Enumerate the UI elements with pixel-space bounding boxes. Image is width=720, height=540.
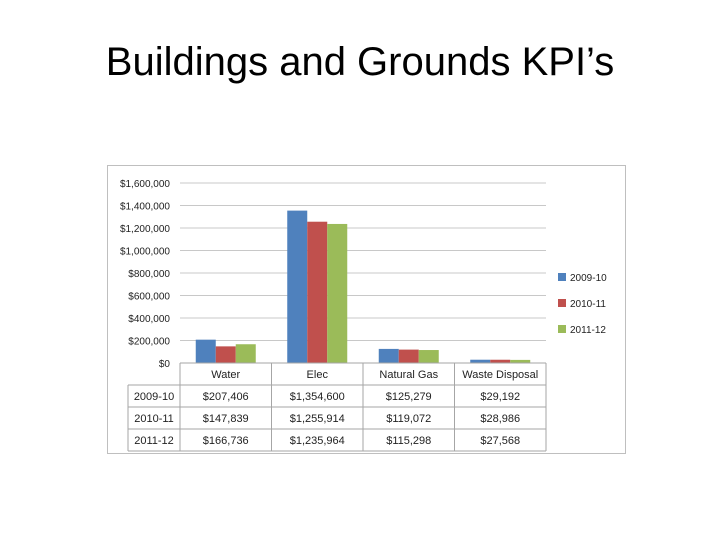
- y-tick-label: $200,000: [128, 336, 170, 348]
- table-value: $115,298: [386, 435, 432, 447]
- y-tick-label: $1,000,000: [119, 246, 170, 258]
- legend-label: 2010-11: [570, 299, 606, 310]
- bar-2009-10-2: [379, 349, 399, 363]
- chart-frame: [107, 165, 626, 454]
- x-category-label: Elec: [306, 369, 328, 381]
- y-tick-label: $1,200,000: [119, 224, 170, 235]
- table-value: $1,354,600: [289, 391, 345, 403]
- table-series-label: 2011-12: [134, 435, 174, 447]
- table-series-label: 2010-11: [134, 413, 174, 425]
- y-tick-label: $1,400,000: [119, 201, 170, 213]
- bar-chart: [108, 166, 625, 453]
- table-value: $29,192: [480, 391, 521, 403]
- bar-2011-12-0: [236, 344, 256, 363]
- bar-2009-10-0: [196, 340, 216, 363]
- table-value: $147,839: [202, 413, 249, 425]
- y-tick-label: $1,600,000: [119, 179, 170, 190]
- legend-label: 2009-10: [570, 273, 607, 284]
- table-value: $1,255,914: [289, 413, 345, 425]
- legend-swatch-2009-10: [558, 273, 566, 281]
- y-tick-label: $800,000: [128, 269, 170, 280]
- x-category-label: Water: [211, 369, 241, 381]
- table-series-label: 2009-10: [133, 391, 175, 403]
- legend-label: 2011-12: [570, 325, 606, 336]
- legend-swatch-2010-11: [558, 299, 566, 307]
- legend-swatch-2011-12: [558, 325, 566, 333]
- table-value: $125,279: [385, 391, 432, 403]
- bar-2010-11-2: [399, 350, 419, 363]
- x-category-label: Natural Gas: [379, 369, 439, 381]
- y-tick-label: $400,000: [128, 314, 170, 325]
- bar-2011-12-2: [419, 350, 439, 363]
- table-value: $207,406: [202, 391, 249, 403]
- y-tick-label: $0: [158, 359, 170, 370]
- table-value: $28,986: [480, 413, 521, 425]
- bar-2009-10-1: [287, 211, 307, 363]
- x-category-label: Waste Disposal: [462, 369, 539, 381]
- bar-2010-11-1: [307, 222, 327, 363]
- table-value: $166,736: [202, 435, 249, 447]
- slide-title: Buildings and Grounds KPI’s: [105, 40, 615, 84]
- table-value: $119,072: [386, 413, 432, 425]
- bar-2011-12-1: [327, 224, 347, 363]
- y-tick-label: $600,000: [128, 291, 170, 303]
- table-value: $27,568: [480, 435, 521, 447]
- bar-2010-11-0: [216, 346, 236, 363]
- table-value: $1,235,964: [289, 435, 345, 447]
